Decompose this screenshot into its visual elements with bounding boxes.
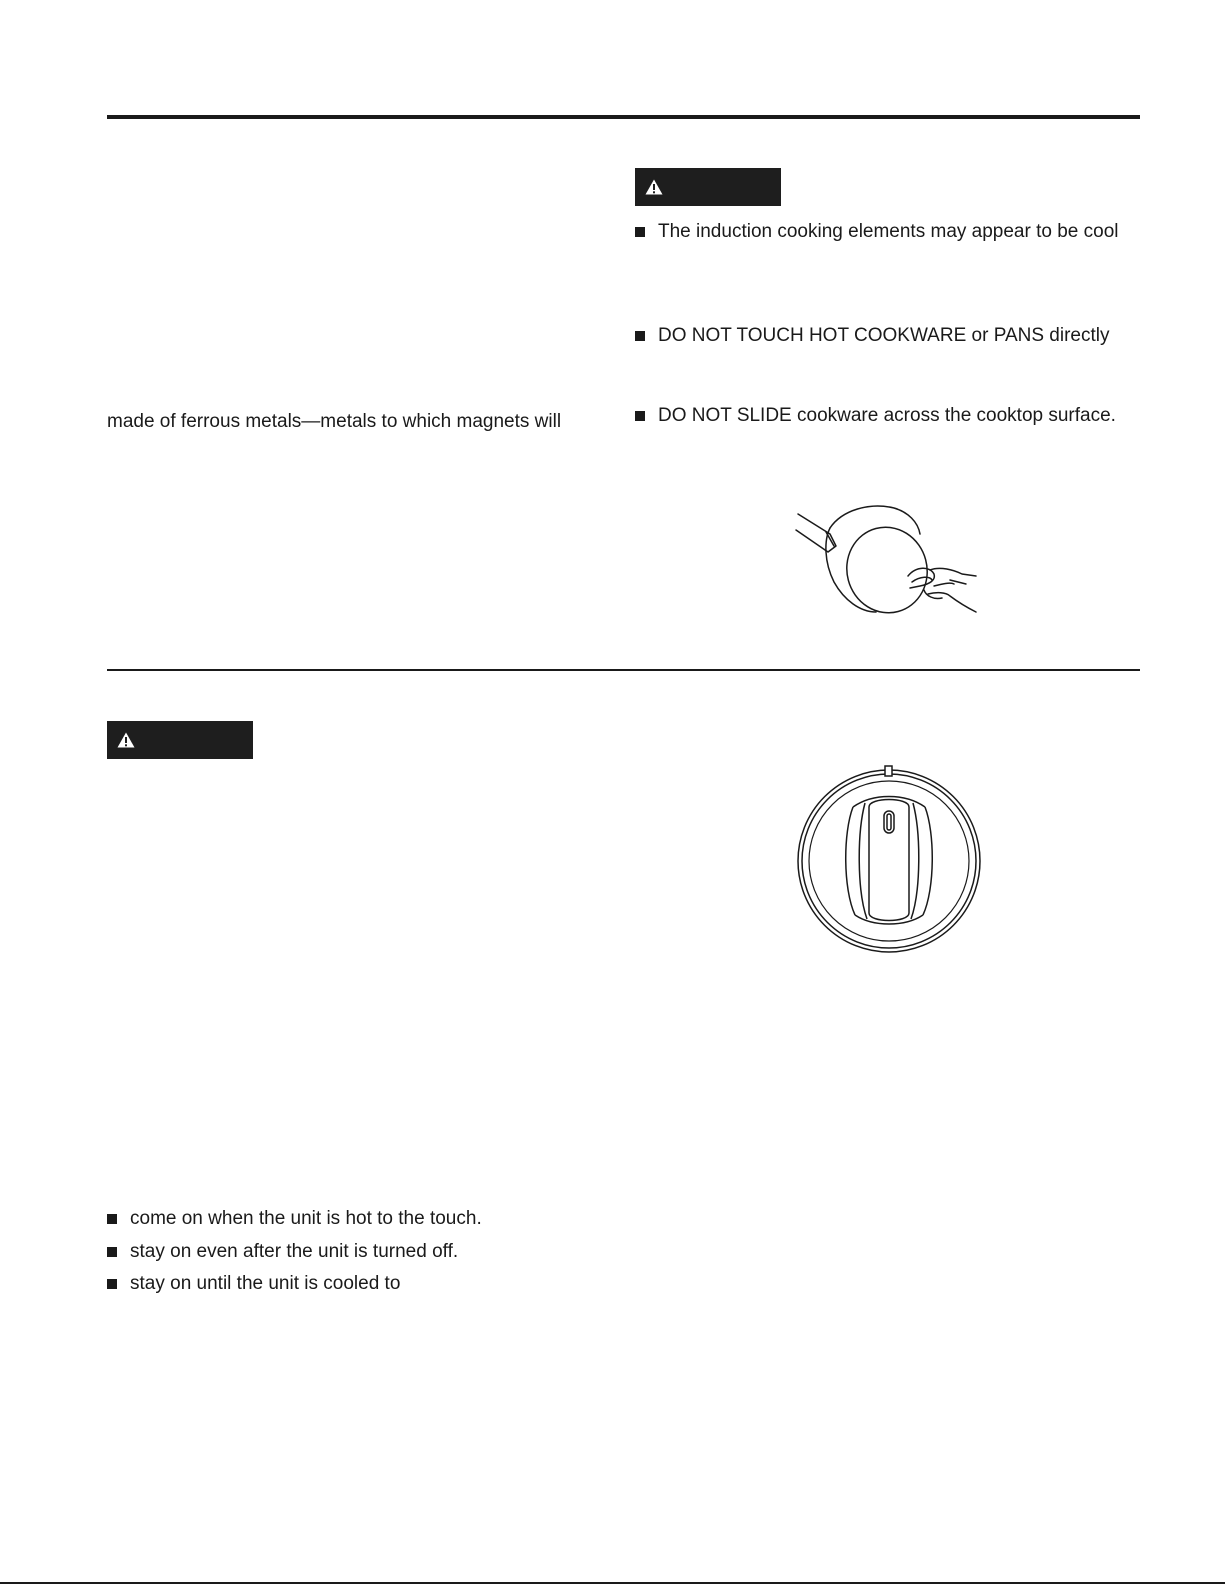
square-bullet-icon bbox=[635, 411, 645, 421]
hot-light-bullet-text: come on when the unit is hot to the touch. bbox=[130, 1208, 482, 1229]
square-bullet-icon bbox=[107, 1247, 117, 1257]
hot-light-bullet-item bbox=[107, 1272, 400, 1296]
square-bullet-icon bbox=[635, 227, 645, 237]
warning-triangle-icon bbox=[117, 732, 135, 748]
top-section-rule bbox=[107, 115, 1140, 119]
right-bullet-text: DO NOT SLIDE cookware across the cooktop surface. bbox=[658, 405, 1116, 426]
warning-badge-top bbox=[635, 168, 781, 206]
warning-triangle-icon bbox=[645, 179, 663, 195]
right-bullet-item bbox=[635, 220, 1119, 244]
middle-section-rule bbox=[107, 669, 1140, 671]
square-bullet-icon bbox=[107, 1214, 117, 1224]
warning-badge-bottom bbox=[107, 721, 253, 759]
right-bullet-text: The induction cooking elements may appear to be cool bbox=[658, 221, 1119, 242]
hot-light-bullet-item bbox=[107, 1240, 458, 1264]
hand-holding-pan-illustration bbox=[790, 500, 990, 625]
right-bullet-item bbox=[635, 404, 1116, 428]
hot-light-bullet-text: stay on until the unit is cooled to bbox=[130, 1273, 401, 1294]
page-bottom-rule bbox=[0, 1582, 1225, 1584]
ferrous-metals-line: made of ferrous metals—metals to which magnets will bbox=[107, 411, 562, 432]
square-bullet-icon bbox=[635, 331, 645, 341]
control-knob-illustration bbox=[793, 763, 985, 955]
right-bullet-item bbox=[635, 324, 1110, 348]
right-bullet-text: DO NOT TOUCH HOT COOKWARE or PANS directly bbox=[658, 325, 1110, 346]
hot-light-bullet-item bbox=[107, 1207, 482, 1231]
hot-light-bullet-text: stay on even after the unit is turned off. bbox=[130, 1241, 459, 1262]
square-bullet-icon bbox=[107, 1279, 117, 1289]
